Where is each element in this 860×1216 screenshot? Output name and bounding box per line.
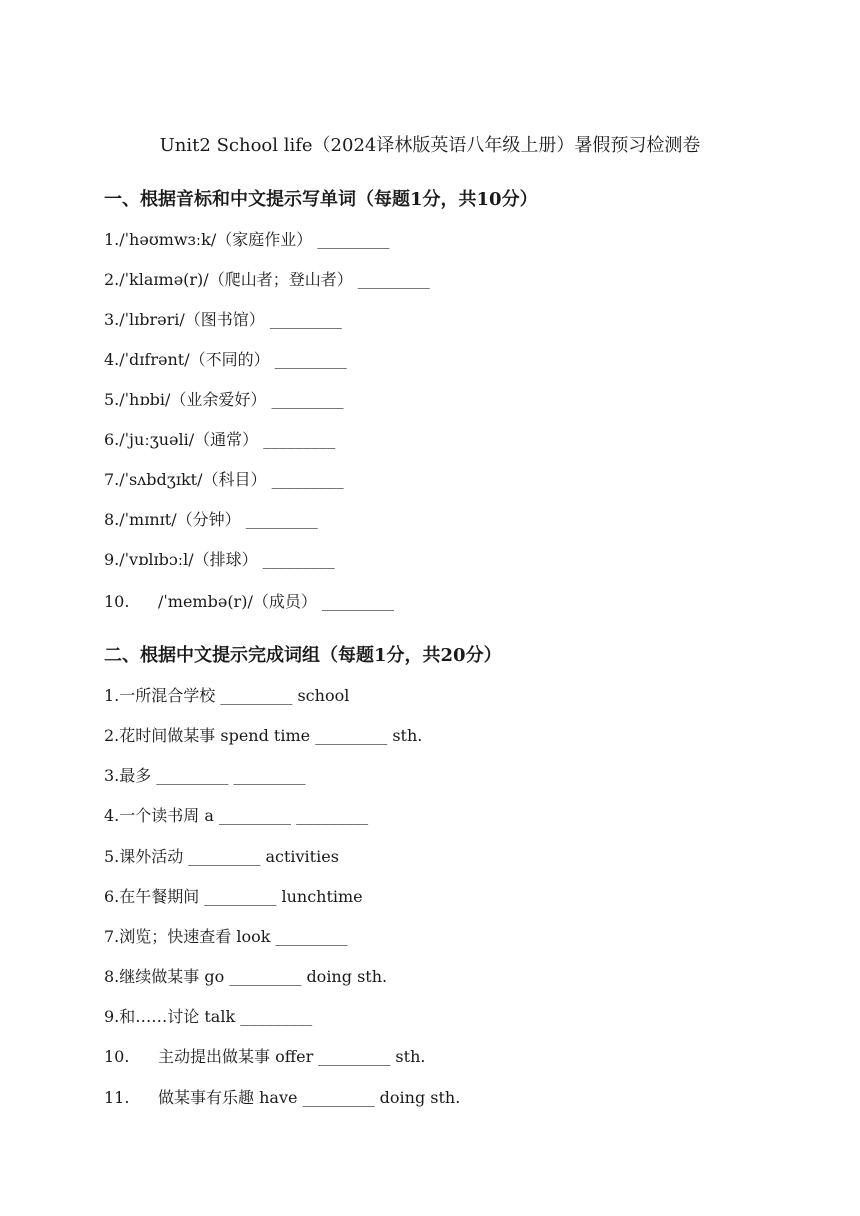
item-number: 8. — [104, 967, 120, 986]
phrase-text: have — [259, 1088, 298, 1107]
phrase-text: talk — [204, 1007, 236, 1026]
phonetic-prompt: /ˈmembə(r)/（成员） — [158, 592, 317, 611]
s2-item-10 — [104, 1045, 425, 1069]
item-number: 10. — [104, 1047, 130, 1066]
chinese-prompt: 一所混合学校 — [119, 686, 216, 705]
answer-blank[interactable]: _________ — [357, 270, 430, 289]
answer-blank[interactable]: _________ — [204, 887, 277, 906]
s2-item-11 — [104, 1086, 460, 1110]
item-number: 6. — [104, 430, 120, 449]
s1-item-4 — [104, 348, 347, 372]
s2-item-2 — [104, 724, 422, 748]
answer-blank[interactable]: _________ — [275, 927, 348, 946]
chinese-prompt: 浏览；快速查看 — [119, 927, 232, 946]
item-number: 1. — [104, 686, 120, 705]
answer-blank[interactable]: _________ — [274, 350, 347, 369]
s1-item-7 — [104, 468, 344, 492]
phrase-text: a — [204, 806, 214, 825]
answer-blank[interactable]: _________ — [271, 390, 344, 409]
item-number: 1. — [104, 230, 120, 249]
item-number: 3. — [104, 766, 120, 785]
answer-blank[interactable]: _________ — [245, 510, 318, 529]
item-number: 4. — [104, 806, 120, 825]
phrase-text: lunchtime — [281, 887, 363, 906]
answer-blank[interactable]: _________ — [271, 470, 344, 489]
phrase-text: go — [204, 967, 225, 986]
item-number: 9. — [104, 550, 120, 569]
answer-blank[interactable]: _________ — [240, 1007, 313, 1026]
item-number: 10. — [104, 592, 130, 611]
answer-blank[interactable]: _________ — [219, 806, 292, 825]
phonetic-prompt: /ˈhəʊmwɜːk/（家庭作业） — [119, 230, 313, 249]
phonetic-prompt: /ˈsʌbdʒɪkt/（科目） — [119, 470, 267, 489]
phonetic-prompt: /ˈhɒbi/（业余爱好） — [119, 390, 267, 409]
phrase-text: spend time — [220, 726, 311, 745]
chinese-prompt: 做某事有乐趣 — [158, 1088, 255, 1107]
item-number: 7. — [104, 470, 120, 489]
chinese-prompt: 一个读书周 — [119, 806, 200, 825]
answer-blank[interactable]: _________ — [220, 686, 293, 705]
item-number: 5. — [104, 390, 120, 409]
phrase-text: offer — [275, 1047, 314, 1066]
item-number: 7. — [104, 927, 120, 946]
item-number: 2. — [104, 270, 120, 289]
item-number: 6. — [104, 887, 120, 906]
chinese-prompt: 和……讨论 — [119, 1007, 200, 1026]
section2-heading: 二、根据中文提示完成词组（每题1分，共20分） — [104, 645, 502, 666]
answer-blank[interactable]: _________ — [263, 430, 336, 449]
answer-blank[interactable]: _________ — [229, 967, 302, 986]
answer-blank[interactable]: _________ — [296, 806, 369, 825]
item-number: 9. — [104, 1007, 120, 1026]
phonetic-prompt: /ˈklaɪmə(r)/（爬山者；登山者） — [119, 270, 353, 289]
s1-item-1 — [104, 228, 389, 252]
page-title: Unit2 School life（2024译林版英语八年级上册）暑假预习检测卷 — [159, 135, 701, 156]
phonetic-prompt: /ˈlɪbrəri/（图书馆） — [119, 310, 265, 329]
answer-blank[interactable]: _________ — [233, 766, 306, 785]
answer-blank[interactable]: _________ — [188, 847, 261, 866]
s1-item-8 — [104, 508, 318, 532]
answer-blank[interactable]: _________ — [269, 310, 342, 329]
item-number: 3. — [104, 310, 120, 329]
chinese-prompt: 继续做某事 — [119, 967, 200, 986]
chinese-prompt: 主动提出做某事 — [158, 1047, 271, 1066]
chinese-prompt: 最多 — [119, 766, 152, 785]
phrase-text: school — [297, 686, 350, 705]
section1-heading: 一、根据音标和中文提示写单词（每题1分，共10分） — [104, 189, 538, 210]
phrase-text: sth. — [395, 1047, 426, 1066]
s2-item-9 — [104, 1005, 312, 1029]
answer-blank[interactable]: _________ — [156, 766, 229, 785]
s2-item-7 — [104, 925, 348, 949]
answer-blank[interactable]: _________ — [318, 1047, 391, 1066]
phrase-text: sth. — [392, 726, 423, 745]
s2-item-5 — [104, 845, 339, 869]
s1-item-2 — [104, 268, 430, 292]
phrase-text: doing sth. — [379, 1088, 461, 1107]
chinese-prompt: 花时间做某事 — [119, 726, 216, 745]
s1-item-5 — [104, 388, 343, 412]
answer-blank[interactable]: _________ — [262, 550, 335, 569]
s1-item-10 — [104, 590, 394, 614]
chinese-prompt: 在午餐期间 — [119, 887, 200, 906]
s2-item-8 — [104, 965, 387, 989]
item-number: 11. — [104, 1088, 130, 1107]
s1-item-6 — [104, 428, 335, 452]
item-number: 2. — [104, 726, 120, 745]
phrase-text: doing sth. — [306, 967, 388, 986]
answer-blank[interactable]: _________ — [317, 230, 390, 249]
s1-item-9 — [104, 548, 335, 572]
answer-blank[interactable]: _________ — [315, 726, 388, 745]
chinese-prompt: 课外活动 — [119, 847, 184, 866]
phrase-text: look — [236, 927, 271, 946]
item-number: 5. — [104, 847, 120, 866]
s2-item-1 — [104, 684, 349, 708]
s2-item-6 — [104, 885, 363, 909]
item-number: 4. — [104, 350, 120, 369]
phonetic-prompt: /ˈjuːʒuəli/（通常） — [119, 430, 259, 449]
item-number: 8. — [104, 510, 120, 529]
phonetic-prompt: /ˈdɪfrənt/（不同的） — [119, 350, 270, 369]
phonetic-prompt: /ˈvɒlɪbɔːl/（排球） — [119, 550, 258, 569]
phonetic-prompt: /ˈmɪnɪt/（分钟） — [119, 510, 241, 529]
answer-blank[interactable]: _________ — [321, 592, 394, 611]
s2-item-4 — [104, 804, 368, 828]
phrase-text: activities — [265, 847, 339, 866]
answer-blank[interactable]: _________ — [302, 1088, 375, 1107]
s1-item-3 — [104, 308, 342, 332]
s2-item-3 — [104, 764, 305, 788]
